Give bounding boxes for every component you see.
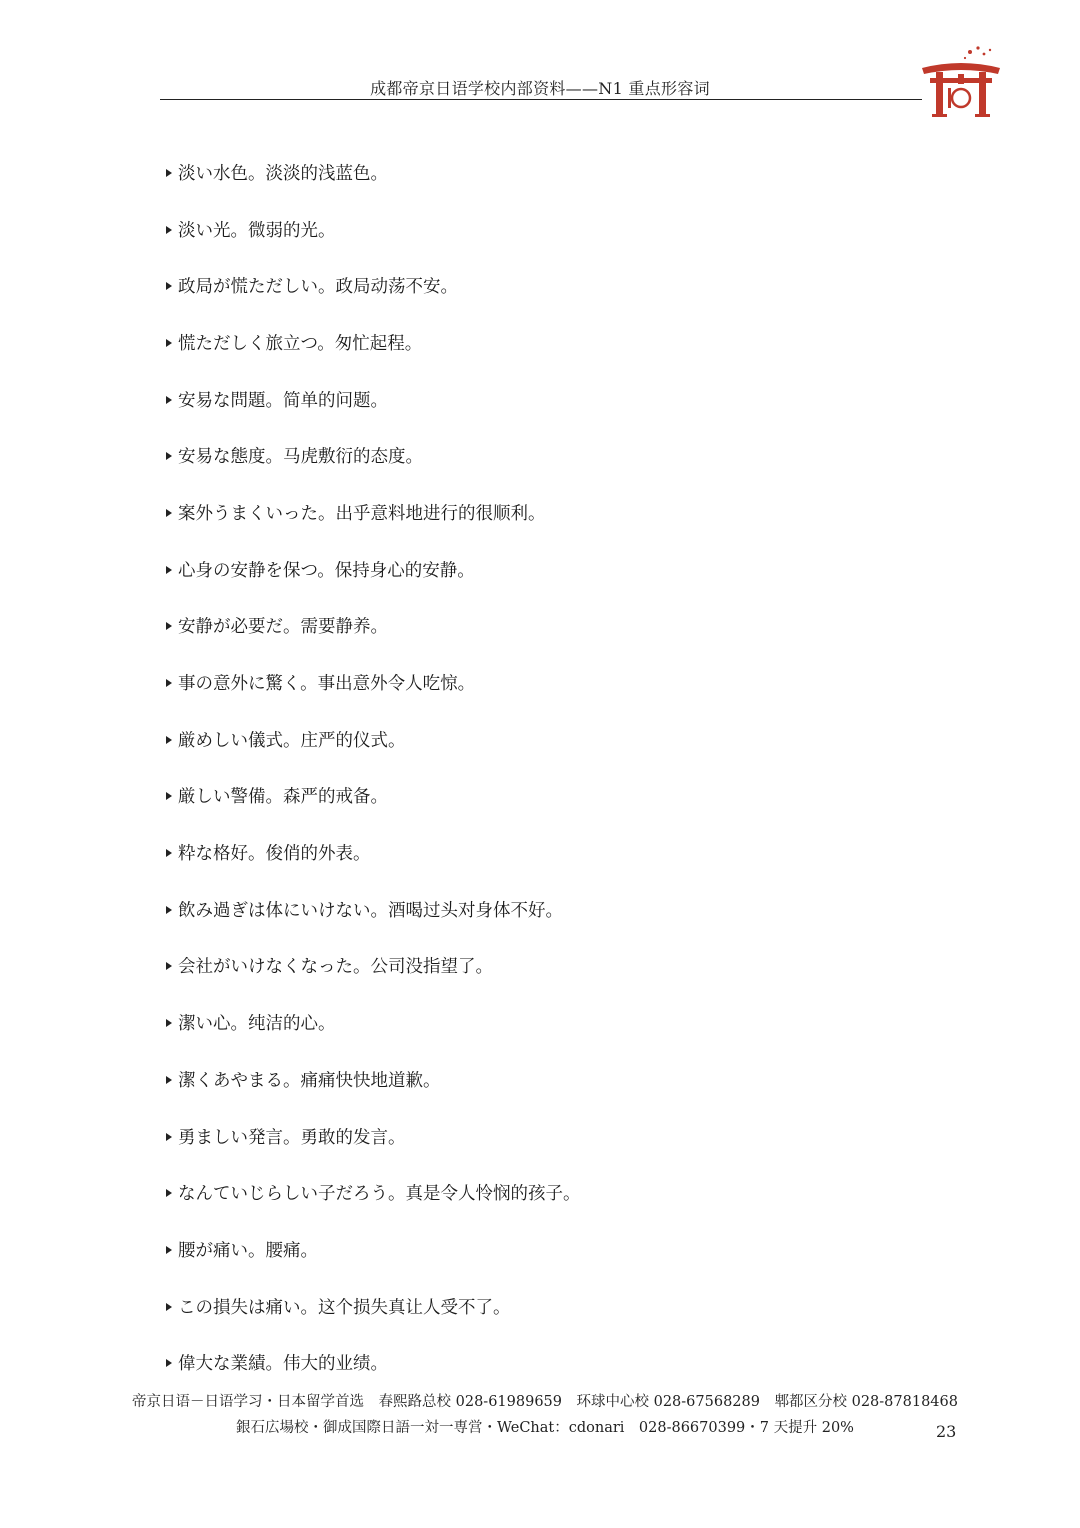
- list-item: [166, 1278, 926, 1335]
- bullet-arrow-icon: [166, 1303, 172, 1311]
- example-sentence-list: [166, 144, 926, 1391]
- bullet-arrow-icon: [166, 509, 172, 517]
- list-item-text: 腰が痛い。腰痛。: [178, 1240, 318, 1261]
- bullet-arrow-icon: [166, 452, 172, 460]
- list-item-text: 潔くあやまる。痛痛快快地道歉。: [178, 1070, 441, 1091]
- bullet-arrow-icon: [166, 1246, 172, 1254]
- list-item: [166, 427, 926, 484]
- bullet-arrow-icon: [166, 566, 172, 574]
- list-item-text: 淡い水色。淡淡的浅蓝色。: [178, 163, 388, 184]
- list-item-text: 案外うまくいった。出乎意料地进行的很顺利。: [178, 503, 546, 524]
- bullet-arrow-icon: [166, 1019, 172, 1027]
- list-item-text: 飲み過ぎは体にいけない。酒喝过头对身体不好。: [178, 900, 563, 921]
- bullet-arrow-icon: [166, 679, 172, 687]
- list-item-text: この損失は痛い。这个损失真让人受不了。: [178, 1297, 511, 1318]
- list-item: [166, 1051, 926, 1108]
- list-item: [166, 484, 926, 541]
- bullet-arrow-icon: [166, 1359, 172, 1367]
- list-item: [166, 654, 926, 711]
- list-item-text: 勇ましい発言。勇敢的发言。: [178, 1127, 406, 1148]
- list-item: [166, 201, 926, 258]
- bullet-arrow-icon: [166, 169, 172, 177]
- list-item-text: 厳めしい儀式。庄严的仪式。: [178, 730, 406, 751]
- torii-logo-icon: [918, 44, 1004, 118]
- list-item: [166, 1164, 926, 1221]
- bullet-arrow-icon: [166, 396, 172, 404]
- list-item-text: 心身の安静を保つ。保持身心的安静。: [178, 560, 475, 581]
- bullet-arrow-icon: [166, 962, 172, 970]
- list-item: [166, 1221, 926, 1278]
- bullet-arrow-icon: [166, 1076, 172, 1084]
- bullet-arrow-icon: [166, 282, 172, 290]
- list-item-text: 安易な問題。简单的问题。: [178, 390, 388, 411]
- list-item-text: 会社がいけなくなった。公司没指望了。: [178, 957, 493, 978]
- list-item: [166, 144, 926, 201]
- list-item: [166, 711, 926, 768]
- bullet-arrow-icon: [166, 906, 172, 914]
- footer-contact-line-1: 帝京日语－日语学习・日本留学首选 春熙路总校 028-61989659 环球中心校 028-67568289 郫都区分校 028-87818468: [132, 1394, 958, 1410]
- list-item-text: 安易な態度。马虎敷衍的态度。: [178, 447, 423, 468]
- list-item: [166, 257, 926, 314]
- list-item-text: 安静が必要だ。需要静养。: [178, 617, 388, 638]
- list-item: [166, 1334, 926, 1391]
- list-item: [166, 768, 926, 825]
- list-item: [166, 541, 926, 598]
- list-item-text: なんていじらしい子だろう。真是令人怜悯的孩子。: [178, 1184, 581, 1205]
- footer-contact-line-2: 銀石広場校・御成国際日語一対一専営・WeChat：cdonari 028-86670399・7 天提升 20%: [236, 1420, 854, 1436]
- page-header-title: 成都帝京日语学校内部资料——N1 重点形容词: [370, 79, 710, 98]
- page-number: 23: [936, 1422, 957, 1441]
- bullet-arrow-icon: [166, 226, 172, 234]
- list-item-text: 政局が慌ただしい。政局动荡不安。: [178, 277, 458, 298]
- bullet-arrow-icon: [166, 792, 172, 800]
- list-item: [166, 881, 926, 938]
- list-item: [166, 598, 926, 655]
- bullet-arrow-icon: [166, 1133, 172, 1141]
- list-item: [166, 994, 926, 1051]
- bullet-arrow-icon: [166, 339, 172, 347]
- bullet-arrow-icon: [166, 1189, 172, 1197]
- bullet-arrow-icon: [166, 736, 172, 744]
- list-item: [166, 1108, 926, 1165]
- bullet-arrow-icon: [166, 849, 172, 857]
- list-item-text: 淡い光。微弱的光。: [178, 220, 336, 241]
- bullet-arrow-icon: [166, 622, 172, 630]
- list-item-text: 厳しい警備。森严的戒备。: [178, 787, 388, 808]
- list-item: [166, 824, 926, 881]
- list-item-text: 偉大な業績。伟大的业绩。: [178, 1354, 388, 1375]
- list-item-text: 事の意外に驚く。事出意外令人吃惊。: [178, 674, 476, 695]
- list-item: [166, 371, 926, 428]
- list-item-text: 粋な格好。俊俏的外表。: [178, 844, 371, 865]
- list-item: [166, 938, 926, 995]
- list-item-text: 慌ただしく旅立つ。匆忙起程。: [178, 333, 423, 354]
- list-item-text: 潔い心。纯洁的心。: [178, 1014, 336, 1035]
- header-divider: [160, 99, 922, 100]
- list-item: [166, 314, 926, 371]
